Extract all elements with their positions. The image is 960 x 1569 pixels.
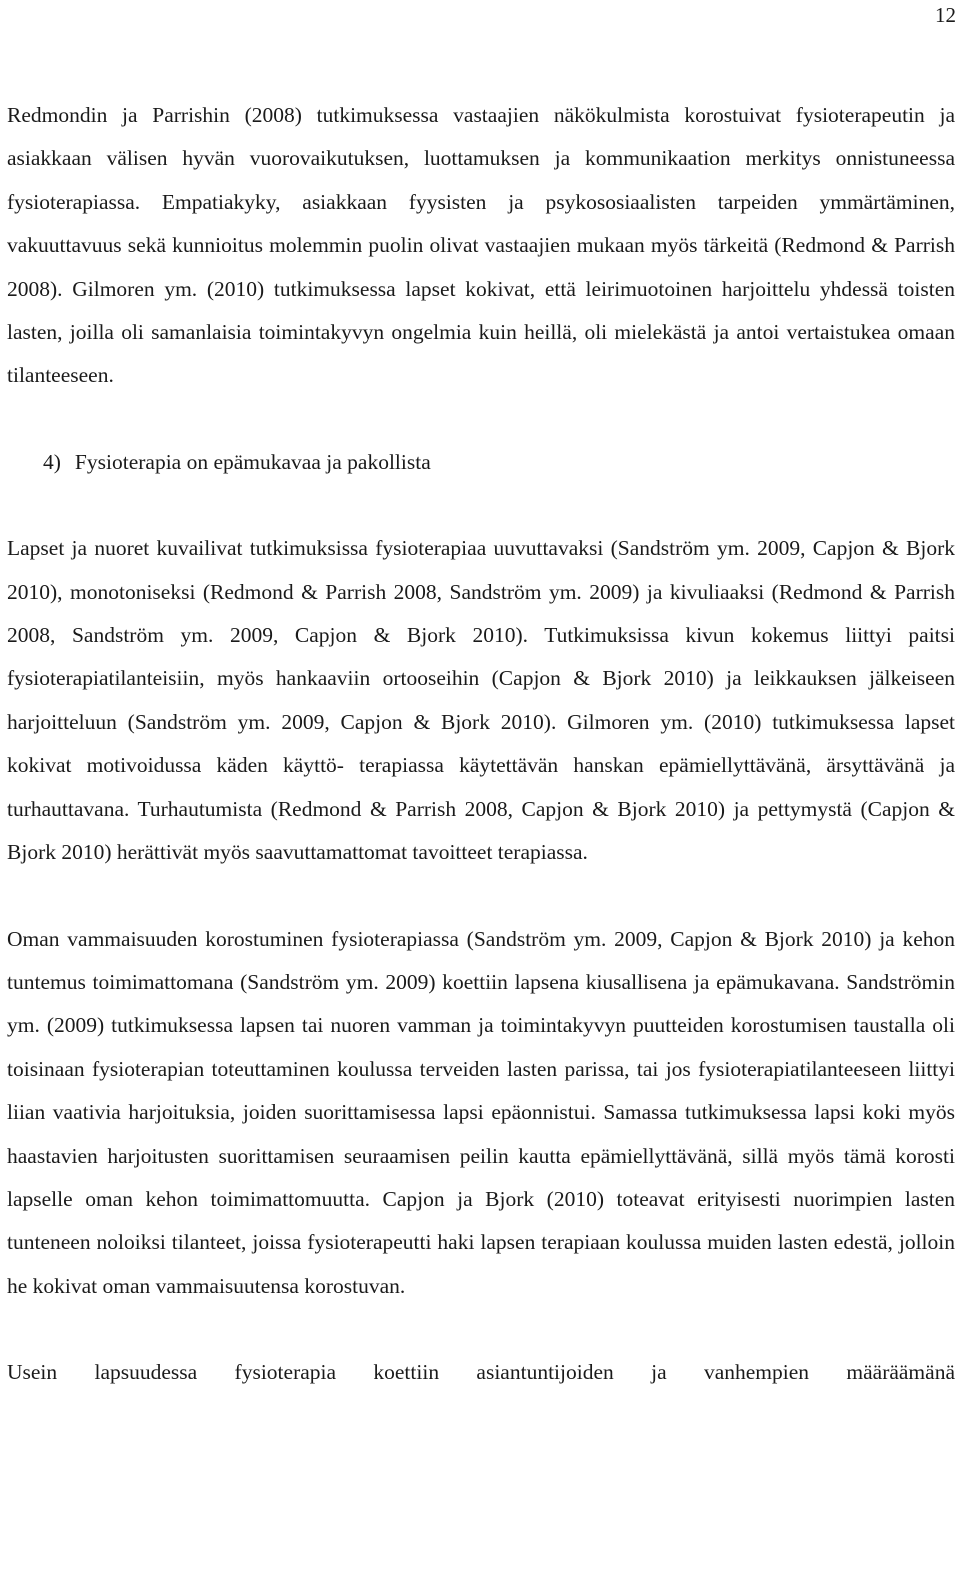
paragraph-mandatory-therapy: Usein lapsuudessa fysioterapia koettiin asiantuntijoiden ja vanhempien määräämänä <box>7 1360 955 1385</box>
section-heading-text: Fysioterapia on epämukavaa ja pakollista <box>74 449 431 474</box>
paragraph-uncomfortable-therapy: Lapset ja nuoret kuvailivat tutkimuksissa fysioterapiaa uuvuttavaksi (Sandström ym. 2009, Capjon & Bjork 2010), monotoniseksi (Redmond & Parrish 2008, Sandström ym. 2009) ja kivuliaaksi (Redmond & Parrish 2008, Sandström ym. 2009, Capjon & Bjork 2010). Tutkimuksissa kivun kokemus liittyi paitsi fysioterapiatilanteisiin, myös hankaaviin ortooseihin (Capjon & Bjork 2010) ja leikkauksen jälkeiseen harjoitteluun (Sandström ym. 2009, Capjon & Bjork 2010). Gilmoren ym. (2010) tutkimuksessa lapset kokivat motivoidussa käden käyttö- terapiassa käytettävän hanskan epämiellyttävänä, ärsyttävänä ja turhauttavana. Turhautumista (Redmond & Parrish 2008, Capjon & Bjork 2010) ja pettymystä (Capjon & Bjork 2010) herättivät myös saavuttamattomat tavoitteet terapiassa. <box>7 536 955 865</box>
document-body <box>7 94 955 1395</box>
paragraph-therapeutic-relationship: Redmondin ja Parrishin (2008) tutkimuksessa vastaajien näkökulmista korostuivat fysioterapeutin ja asiakkaan välisen hyvän vuorovaikutuksen, luottamuksen ja kommunikaation merkitys onnistuneessa fysioterapiassa. Empatiakyky, asiakkaan fyysisten ja psykososiaalisten tarpeiden ymmärtäminen, vakuuttavuus sekä kunnioitus molemmin puolin olivat vastaajien mukaan myös tärkeitä (Redmond & Parrish 2008). Gilmoren ym. (2010) tutkimuksessa lapset kokivat, että leirimuotoinen harjoittelu yhdessä toisten lasten, joilla oli samanlaisia toimintakyvyn ongelmia kuin heillä, oli mielekästä ja antoi vertaistukea omaan tilanteeseen. <box>7 103 955 388</box>
page-number: 12 <box>935 3 956 27</box>
paragraph-disability-emphasis: Oman vammaisuuden korostuminen fysioterapiassa (Sandström ym. 2009, Capjon & Bjork 2010) ja kehon tuntemus toimimattomana (Sandström ym. 2009) koettiin lapsena kiusallisena ja epämukavana. Sandströmin ym. (2009) tutkimuksessa lapsen tai nuoren vamman ja toimintakyvyn puutteiden korostumisen taustalla oli toisinaan fysioterapian toteuttaminen koulussa terveiden lasten parissa, tai jos fysioterapiatilanteeseen liittyi liian vaativia harjoituksia, joiden suorittamisessa lapsi epäonnistui. Samassa tutkimuksessa lapsi koki myös haastavien harjoitusten suorittamisen seuraamisen peilin kautta epämiellyttävänä, sillä myös tämä korosti lapselle oman kehon toimimattomuutta. Capjon ja Bjork (2010) toteavat erityisesti nuorimpien lasten tunteneen noloiksi tilanteet, joissa fysioterapeutti haki lapsen terapiaan koulussa muiden lasten edestä, jolloin he kokivat oman vammaisuutensa korostuvan. <box>7 926 955 1298</box>
section-heading-number: 4) <box>43 449 61 474</box>
section-heading <box>43 441 955 484</box>
